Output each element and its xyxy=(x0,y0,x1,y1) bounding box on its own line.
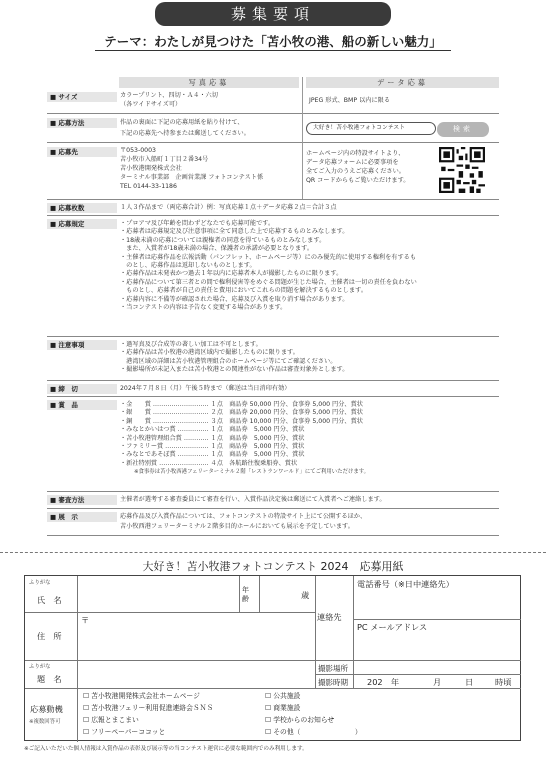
search-button: 検索 xyxy=(437,122,489,137)
prize-item: ・銅 賞 ……………………… ３点 商品券 10,000 円分、食事券 5,000 円分、賞状 xyxy=(120,417,363,425)
title-field[interactable] xyxy=(79,662,313,686)
address-line-3: 苫小牧港開発株式会社 xyxy=(120,165,182,172)
entry-form xyxy=(24,575,521,741)
rules-label: ■ 応募規定 xyxy=(47,219,117,229)
note-item: ・撮影場所が未記入または苫小牧港との関連性がない作品は審査対象外とします。 xyxy=(120,366,349,374)
name-field[interactable] xyxy=(79,578,237,610)
data-address-2: データ応募フォームに必要事項を xyxy=(306,159,399,166)
form-rule xyxy=(315,674,521,675)
form-col xyxy=(239,576,240,612)
age-unit: 歳 xyxy=(301,590,310,600)
data-address-3: 全てご入力のうえご応募ください。 xyxy=(306,168,405,175)
column-divider xyxy=(302,77,303,199)
phone-label: 電話番号（※日中連絡先） xyxy=(357,579,454,589)
postal-mark: 〒 xyxy=(81,615,90,625)
data-column-header: データ応募 xyxy=(306,77,499,88)
rule-item: ・応募作品について第三者との間で権利侵害等をめぐる問題が生じた場合、主催者は一切の責任を負わない xyxy=(120,278,417,286)
option-checkbox[interactable]: ☐ 公共施設 xyxy=(265,690,300,700)
size-label: ■ サイズ xyxy=(47,92,117,102)
shoot-place-field[interactable] xyxy=(355,662,519,673)
judging-label: ■ 審査方法 xyxy=(47,495,117,505)
cut-line xyxy=(0,552,546,553)
form-col xyxy=(315,576,316,688)
form-rule xyxy=(25,612,315,613)
rule-item: ・主催者は応募作品を広報活動（パンフレット、ホームページ等）にのみ優先的に使用する権利を有するも xyxy=(120,253,417,261)
form-rule xyxy=(25,660,521,661)
method-photo-2: 下記の応募先へ持参または郵送してください。 xyxy=(120,130,250,137)
shoot-date-label: 撮影時期 xyxy=(318,678,348,687)
date-day[interactable]: 日 xyxy=(465,677,474,687)
method-photo-1: 作品の裏面に下記の応募用紙を貼り付けて、 xyxy=(120,119,244,126)
date-month[interactable]: 月 xyxy=(433,677,442,687)
divider xyxy=(47,336,499,337)
judging-text: 主催者が選考する審査委員にて審査を行い、入賞作品決定後は郵送にて入賞者へご連絡します。 xyxy=(120,496,386,503)
prizes-list xyxy=(120,401,500,477)
email-field[interactable] xyxy=(357,634,517,658)
address-label: ■ 応募先 xyxy=(47,147,117,157)
shoot-place-label: 撮影場所 xyxy=(318,664,348,673)
theme-underline xyxy=(95,50,451,51)
notes-list xyxy=(120,341,500,375)
address-line-5: TEL 0144-33-1186 xyxy=(120,183,177,190)
notes-label: ■ 注意事項 xyxy=(47,340,117,350)
rule-item: のとし、応募作品は返却しないものとします。 xyxy=(120,262,256,270)
theme-heading: テーマ：わたしが見つけた「苫小牧の港、船の新しい魅力」 xyxy=(104,34,442,49)
title-label: 題 名 xyxy=(37,674,62,684)
option-checkbox[interactable]: ☐ その他（ ） xyxy=(265,726,362,736)
form-title: 大好き！苫小牧港フォトコンテスト 2024 応募用紙 xyxy=(142,560,404,573)
divider xyxy=(47,396,499,397)
option-checkbox[interactable]: ☐ 苫小牧港開発株式会社ホームページ xyxy=(83,690,200,700)
address-line-4: ターミナル事業部 企画営業課 フォトコンテスト係 xyxy=(120,174,264,181)
form-rule xyxy=(353,619,521,620)
prize-item: ・金 賞 ……………………… １点 商品券 50,000 円分、食事券 5,000 円分、賞状 xyxy=(120,401,363,408)
form-rule xyxy=(25,688,521,689)
deadline-label: ■ 締 切 xyxy=(47,384,117,394)
form-col xyxy=(259,576,260,612)
address-line-2: 苫小牧市入船町１丁目２番34号 xyxy=(120,156,209,163)
address-line-1: 〒053-0003 xyxy=(120,147,156,154)
rule-item: ・応募作品は未発表かつ過去１年以内に応募者本人が撮影したものに限ります。 xyxy=(120,270,343,278)
rule-item: ・応募者は応募規定及び注意事項に全て同意した上で応募するものとみなします。 xyxy=(120,228,349,236)
prize-item: ・新社特別賞 …………………… ４点 各航路往復乗船券、賞状 xyxy=(120,459,298,467)
name-label: 氏 名 xyxy=(37,595,62,605)
data-address-1: ホームページ内の特設サイトより、 xyxy=(306,150,405,157)
rule-item: ・プロアマ及び年齢を問わずどなたでも応募可能です。 xyxy=(120,220,275,227)
size-data: JPEG 形式、BMP 以内に限る xyxy=(309,97,391,104)
furigana-label: ふりがな xyxy=(29,664,51,670)
footer-note: ※ご記入いただいた個人情報は入賞作品の表彰及び展示等の当コンテスト運営に必要な範囲内でのみ利用します。 xyxy=(24,746,308,752)
prize-item: ・みなとであそぼ賞 …………… １点 商品券 5,000 円分、賞状 xyxy=(120,451,305,459)
search-box: 大好き！苫小牧港フォトコンテスト xyxy=(306,122,436,135)
count-label: ■ 応募枚数 xyxy=(47,203,117,213)
rule-item: ・当コンテストの内容は予告なく変更する場合があります。 xyxy=(120,304,287,312)
phone-field[interactable] xyxy=(357,590,517,616)
divider xyxy=(47,380,499,381)
photo-column-header: 写真応募 xyxy=(119,77,299,88)
note-item: ・応募作品は苫小牧港の港湾区域内で撮影したものに限ります。 xyxy=(120,349,299,357)
rule-item: ・応募内容に不備等が確認された場合、応募及び入賞を取り消す場合があります。 xyxy=(120,295,349,303)
prize-item: ・銀 賞 ……………………… ２点 商品券 20,000 円分、食事券 5,000 円分、賞状 xyxy=(120,409,363,417)
size-photo-2: （各ワイドサイズ可） xyxy=(120,101,182,108)
date-year[interactable]: 202 年 xyxy=(367,677,400,687)
motive-note: ※複数回答可 xyxy=(29,719,61,725)
deadline-text: 2024年７月８日（月）午後５時まで（郵送は当日消印有効） xyxy=(120,385,291,392)
page-title: 募集要項 xyxy=(155,2,391,26)
rule-item: ものとし、応募者が自己の責任と費用においてこれらの問題を解決するものとします。 xyxy=(120,287,368,295)
note-item: ・過写真及び合成等の著しい加工は不可とします。 xyxy=(120,341,262,348)
exhibit-line-1: 応募作品及び入賞作品については、フォトコンテストの特設サイト上にて公開するほか、 xyxy=(120,513,367,520)
qr-code-icon[interactable] xyxy=(439,147,485,193)
note-item: 港湾区域の詳細は苫小牧港管理組合のホームページ等にてご確認ください。 xyxy=(120,357,337,365)
prize-item: ・ファミリー賞 ………………… １点 商品券 5,000 円分、賞状 xyxy=(120,443,305,451)
prizes-label: ■ 賞 品 xyxy=(47,400,117,410)
exhibit-line-2: 苫小牧西港フェリーターミナル２階多目的ホールにおいても展示を予定しています。 xyxy=(120,523,354,530)
form-col xyxy=(77,576,78,688)
motive-label: 応募動機 xyxy=(30,704,63,714)
data-address-4: QR コードからもご覧いただけます。 xyxy=(306,177,410,184)
option-checkbox[interactable]: ☐ 広報とまこまい xyxy=(83,714,139,724)
divider xyxy=(47,199,499,200)
divider xyxy=(47,113,499,114)
form-col xyxy=(353,576,354,688)
prize-item: ・苫小牧港管理組合賞 ………… １点 商品券 5,000 円分、賞状 xyxy=(120,434,305,442)
option-checkbox[interactable]: ☐ 苫小牧港フェリー利用促進連絡会ＳＮＳ xyxy=(83,702,213,712)
prize-item: ・みなとかいはつ賞 …………… １点 商品券 5,000 円分、賞状 xyxy=(120,426,305,434)
option-checkbox[interactable]: ☐ 学校からのお知らせ xyxy=(265,714,334,724)
address-label: 住 所 xyxy=(37,631,62,641)
option-checkbox[interactable]: ☐ 商業施設 xyxy=(265,702,300,712)
count-text: １人３作品まで（両応募合計）例：写真応募１点＋データ応募２点＝合計３点 xyxy=(120,204,337,211)
divider xyxy=(47,491,499,492)
size-photo-1: カラープリント、四切・Ａ４・六切 xyxy=(120,92,218,99)
rule-item: ・18歳未満の応募については親権者の同意を得ているものとみなします。 xyxy=(120,236,326,244)
divider xyxy=(47,142,499,143)
divider xyxy=(47,508,499,509)
divider xyxy=(47,535,499,536)
divider xyxy=(47,215,499,216)
age-label: 年齢 xyxy=(242,586,249,603)
date-time[interactable]: 時頃 xyxy=(495,677,512,687)
method-label: ■ 応募方法 xyxy=(47,118,117,128)
email-label: PC メールアドレス xyxy=(357,622,428,632)
address-field[interactable] xyxy=(91,615,311,657)
rule-item: また、入賞者が18歳未満の場合、保護者の承諾が必要となります。 xyxy=(120,245,314,253)
contact-label: 連絡先 xyxy=(317,612,342,622)
exhibit-label: ■ 展 示 xyxy=(47,512,117,522)
prize-note: ※食事券は苫小牧西港フェリーターミナル２階「レストランワールド」にてご利用いただけます。 xyxy=(134,469,370,476)
furigana-label: ふりがな xyxy=(29,580,51,586)
rules-list xyxy=(120,220,500,312)
form-col xyxy=(77,688,78,742)
option-checkbox[interactable]: ☐ フリーペーパーココッと xyxy=(83,726,165,736)
